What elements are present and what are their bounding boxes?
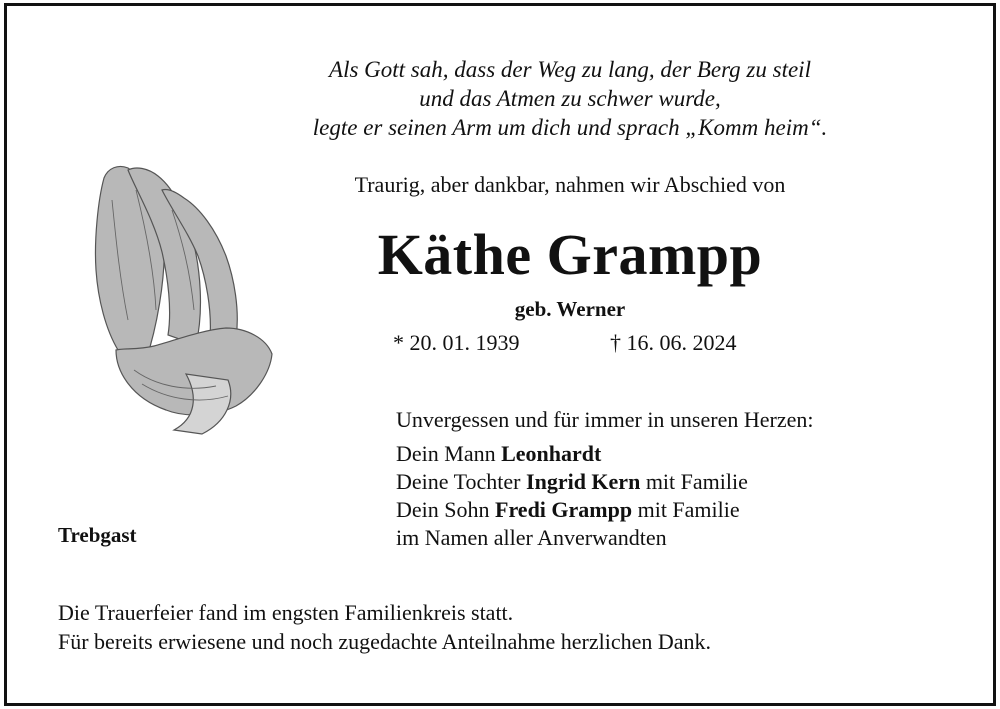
footer-line: Für bereits erwiesene und noch zugedachte Anteilnahme herzlichen Dank. — [58, 629, 712, 654]
family-member: im Namen aller Anverwandten — [396, 525, 667, 550]
poem — [280, 55, 860, 142]
closing-text: Unvergessen und für immer in unseren Herzen: — [396, 407, 814, 432]
family-member: Deine Tochter Ingrid Kern mit Familie — [396, 469, 748, 494]
poem-line: und das Atmen zu schwer wurde, — [419, 86, 721, 111]
place-name: Trebgast — [58, 523, 137, 547]
footer-line: Die Trauerfeier fand im engsten Familienkreis statt. — [58, 600, 514, 625]
family-list — [396, 440, 748, 552]
intro-text: Traurig, aber dankbar, nahmen wir Abschied von — [354, 172, 786, 197]
family-member: Dein Mann Leonhardt — [396, 441, 602, 466]
family-member-name: Ingrid Kern — [526, 469, 641, 494]
praying-hands-icon — [76, 160, 276, 440]
family-member-name: Leonhardt — [501, 441, 602, 466]
footer-text — [58, 598, 711, 656]
maiden-name: geb. Werner — [514, 297, 626, 321]
death-date: † 16. 06. 2024 — [610, 330, 737, 355]
poem-line: legte er seinen Arm um dich und sprach „Komm heim“. — [312, 115, 828, 140]
family-member: Dein Sohn Fredi Grampp mit Familie — [396, 497, 740, 522]
birth-date: * 20. 01. 1939 — [393, 330, 520, 355]
family-member-name: Fredi Grampp — [495, 497, 633, 522]
deceased-name: Käthe Grampp — [377, 222, 763, 287]
poem-line: Als Gott sah, dass der Weg zu lang, der Berg zu steil — [329, 57, 811, 82]
